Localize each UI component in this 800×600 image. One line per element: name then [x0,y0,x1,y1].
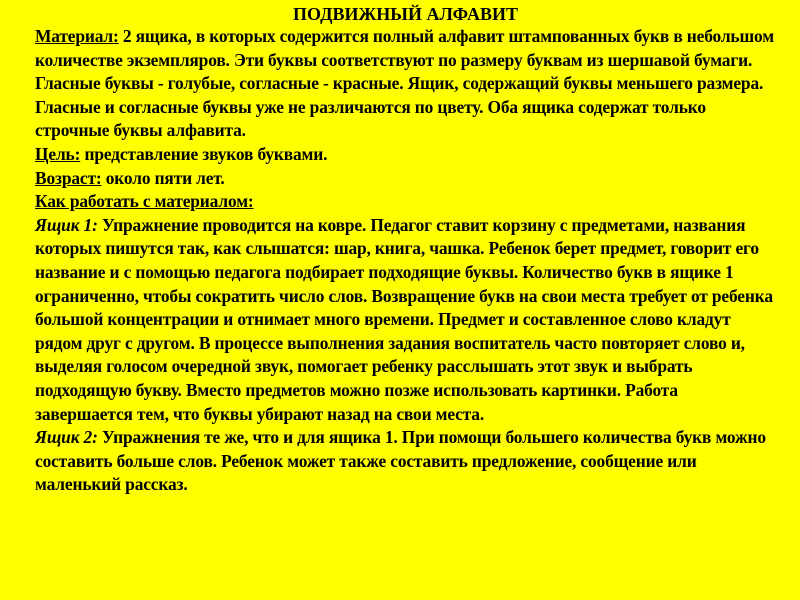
age-label: Возраст: [35,167,102,188]
box1-text: Упражнение проводится на ковре. Педагог ставит корзину с предметами, названия которых пишутся так, как слышатся: шар, книга, чашка. Ребенок берет предмет, говорит его название и с помощью педагога подбирает подходящие буквы. Количество букв в ящике 1 ограниченно, чтобы сократить число слов. Возвращение букв на свои места требует от ребенка большой концентрации и отнимает много времени. Предмет и составленное слово кладут рядом друг с другом. В процессе выполнения задания воспитатель часто повторяет слово и, выделяя голосом очередной звук, помогает ребенку расслышать этот звук и выбрать подходящую букву. Вместо предметов можно позже использовать картинки. Работа завершается тем, что буквы убирают назад на свои места. [35,214,773,424]
age-text: около пяти лет. [101,167,225,188]
material-paragraph [35,25,776,143]
box1-paragraph [35,214,776,426]
material-label: Материал: [35,26,119,46]
box1-label: Ящик 1: [35,214,98,235]
howto-paragraph [35,190,776,214]
box2-label: Ящик 2: [35,427,98,448]
howto-label: Как работать с материалом: [35,191,254,212]
goal-text: представление звуков буквами. [80,143,328,164]
material-text: 2 ящика, в которых содержится полный алфавит штампованных букв в небольшом количестве экземпляров. Эти буквы соответствуют по размеру буквам из шершавой бумаги. Гласные буквы - голубые, согласные - красные. Ящик, содержащий буквы меньшего размера. Гласные и согласные буквы уже не различаются по цвету. Оба ящика содержат только строчные буквы алфавита. [35,26,774,141]
goal-label: Цель: [35,143,81,164]
box2-text: Упражнения те же, что и для ящика 1. При помощи большего количества букв можно составить больше слов. Ребенок может также составить предложение, сообщение или маленький рассказ. [35,427,766,495]
box2-paragraph [35,426,776,497]
goal-paragraph [35,143,776,167]
document-title: ПОДВИЖНЫЙ АЛФАВИТ [293,4,518,24]
age-paragraph [35,167,776,191]
